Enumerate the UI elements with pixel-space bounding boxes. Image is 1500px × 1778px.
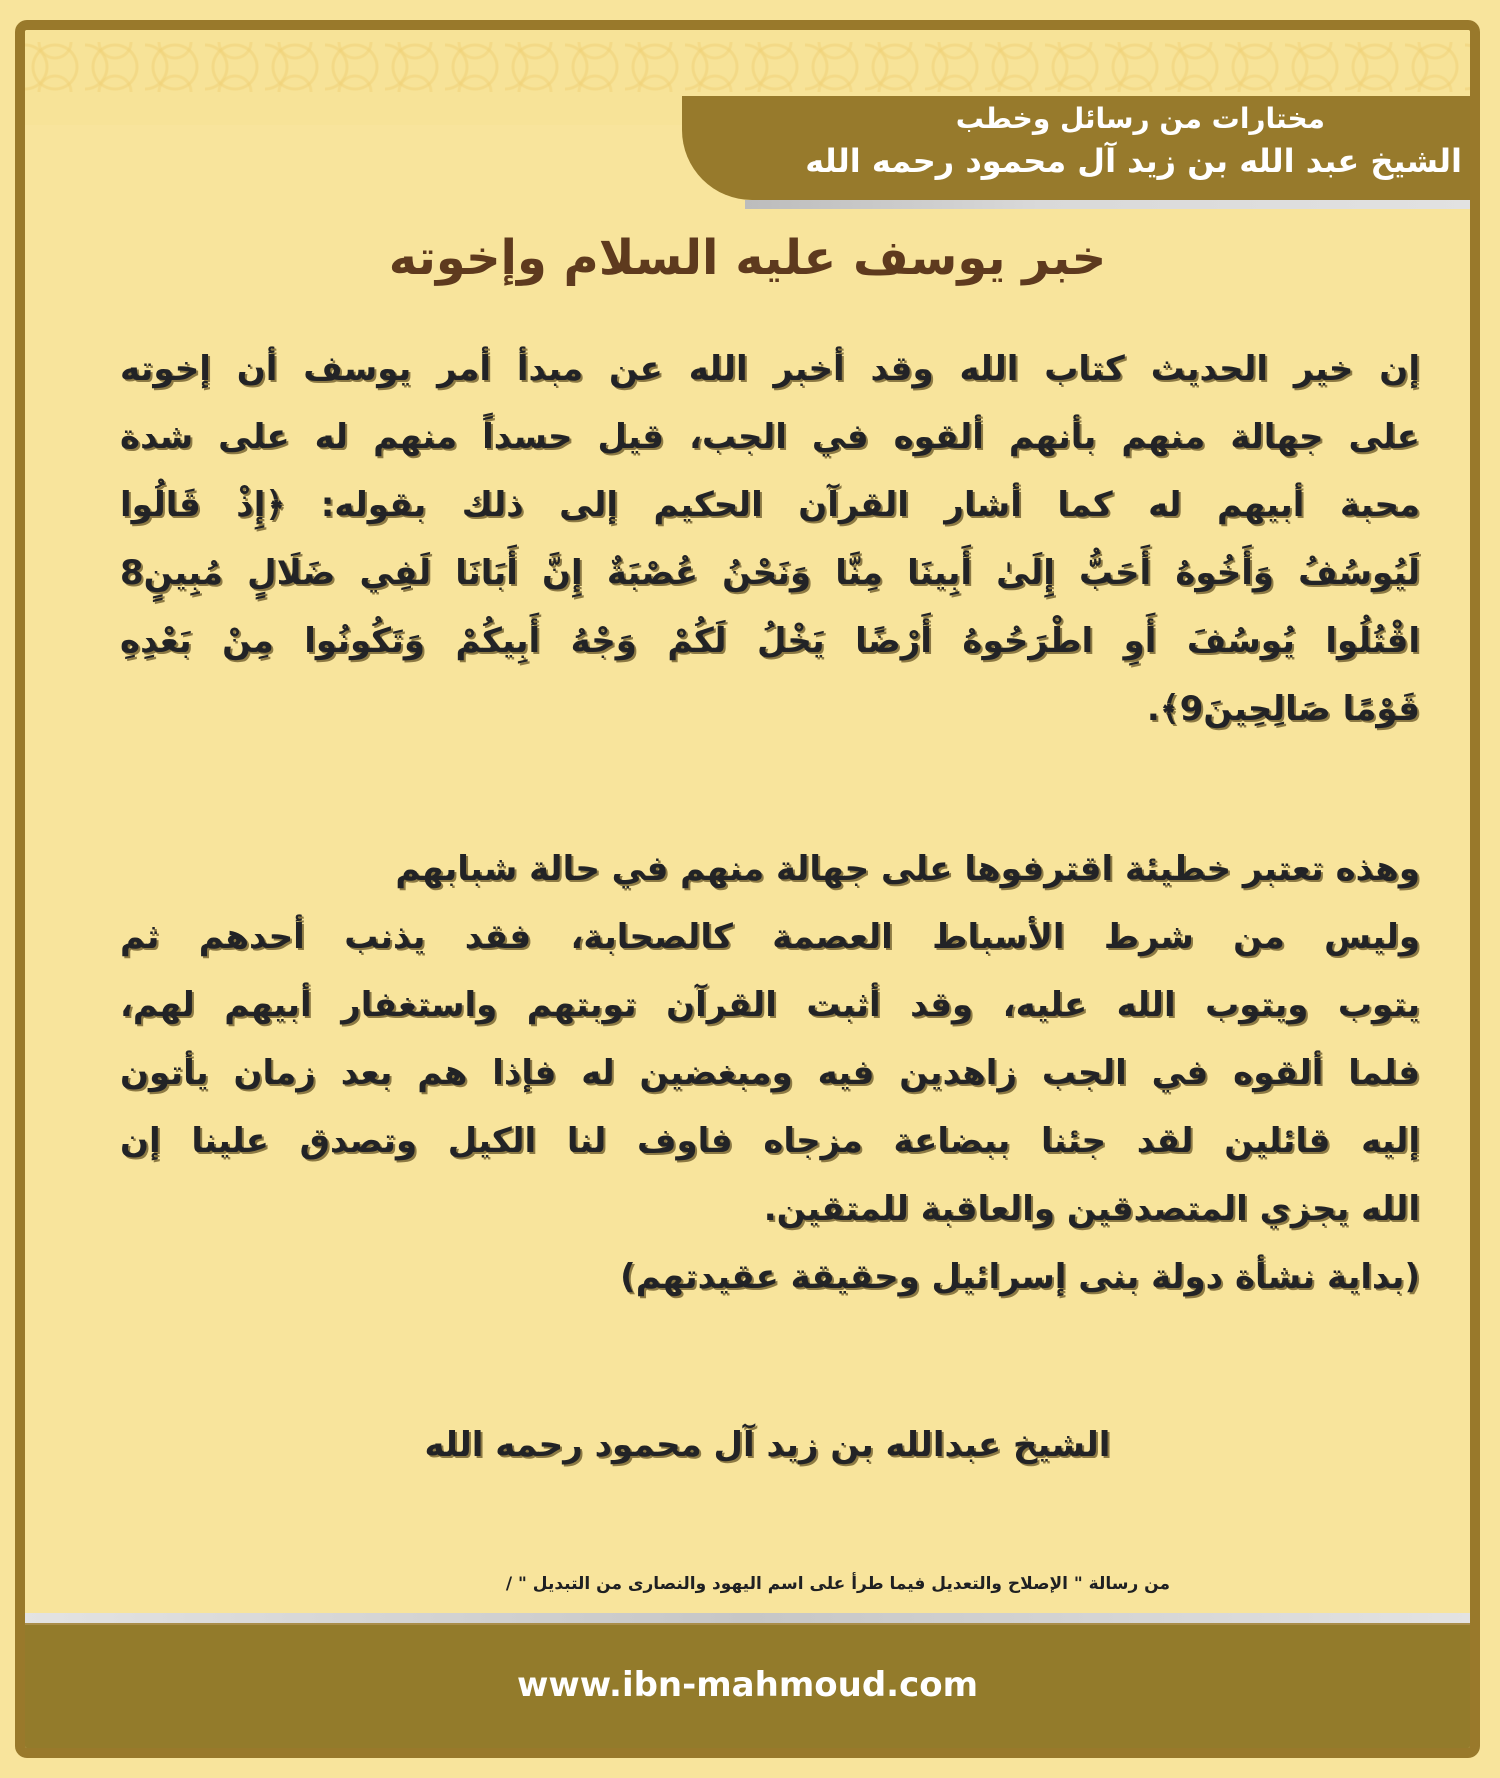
author-line: الشيخ عبد الله بن زيد آل محمود رحمه الله [805,142,1462,180]
series-title: مختارات من رسائل وخطب [955,102,1325,135]
footer-divider [25,1613,1470,1625]
text-line: اقْتُلُوا يُوسُفَ أَوِ اطْرَحُوهُ أَرْضًا يَخْلُ لَكُمْ وَجْهُ أَبِيكُمْ وَتَكُونُوا مِنْ بَعْدِهِ [120,621,1420,661]
article-title: خبر يوسف عليه السلام وإخوته [388,230,1107,286]
author-signature: الشيخ عبدالله بن زيد آل محمود رحمه الله [424,1425,1111,1465]
website-link[interactable]: www.ibn-mahmoud.com [516,1665,979,1705]
text-line: إن خير الحديث كتاب الله وقد أخبر الله عن مبدأ أمر يوسف أن إخوته [120,349,1420,389]
paragraph-2 [120,835,1420,1311]
text-line: على جهالة منهم بأنهم ألقوه في الجب، قيل حسداً منهم له على شدة [120,417,1420,457]
text-line: الله يجزي المتصدقين والعاقبة للمتقين. [763,1189,1420,1229]
text-line: إليه قائلين لقد جئنا ببضاعة مزجاه فاوف لنا الكيل وتصدق علينا إن [120,1121,1420,1161]
page-frame [15,20,1480,1758]
text-line: (بداية نشأة دولة بنى إسرائيل وحقيقة عقيدتهم) [620,1257,1420,1297]
header-banner [682,96,1480,200]
paragraph-1 [120,335,1420,743]
footer-band [25,1625,1470,1758]
text-line: يتوب ويتوب الله عليه، وقد أثبت القرآن توبتهم واستغفار أبيهم لهم، [120,985,1420,1025]
text-line: قَوْمًا صَالِحِينَ9﴾. [1146,689,1420,729]
text-line: محبة أبيهم له كما أشار القرآن الحكيم إلى ذلك بقوله: ﴿إِذْ قَالُوا [120,485,1420,525]
text-line: وهذه تعتبر خطيئة اقترفوها على جهالة منهم في حالة شبابهم [395,849,1420,889]
source-citation: من رسالة " الإصلاح والتعديل فيما طرأ على اسم اليهود والنصارى من التبديل " / [505,1574,1170,1594]
text-line: لَيُوسُفُ وَأَخُوهُ أَحَبُّ إِلَىٰ أَبِينَا مِنَّا وَنَحْنُ عُصْبَةٌ إِنَّ أَبَانَا لَفِي ضَلَالٍ مُبِينٍ8 [120,553,1420,593]
text-line: فلما ألقوه في الجب زاهدين فيه ومبغضين له فإذا هم بعد زمان يأتون [120,1053,1420,1093]
banner-divider [745,200,1480,209]
text-line: وليس من شرط الأسباط العصمة كالصحابة، فقد يذنب أحدهم ثم [120,917,1420,957]
